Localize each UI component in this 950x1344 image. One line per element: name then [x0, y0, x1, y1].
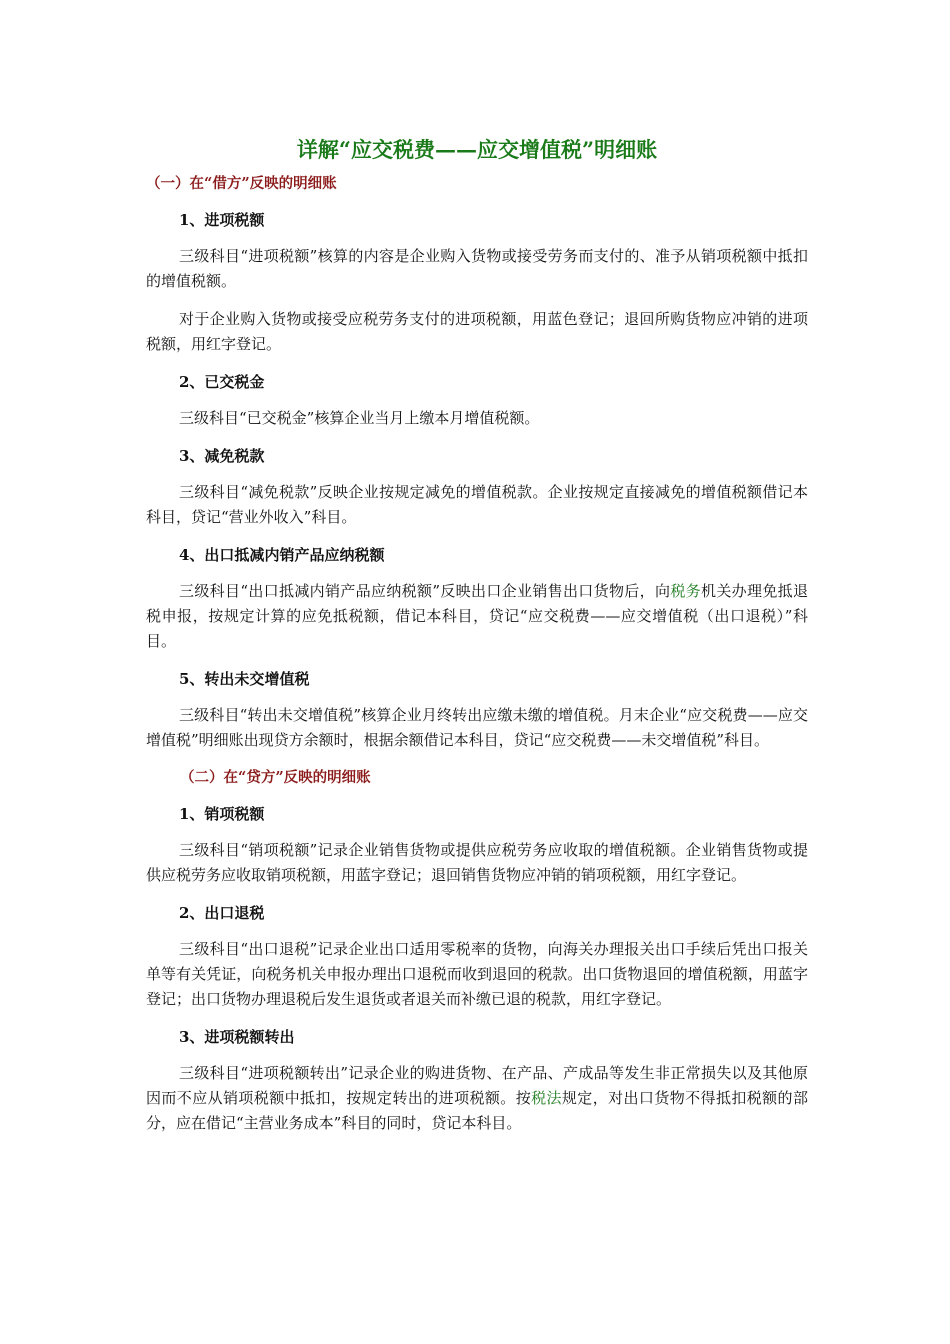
paragraph: 三级科目“出口退税”记录企业出口适用零税率的货物，向海关办理报关出口手续后凭出口报关单等有关凭证，向税务机关申报办理出口退税而收到退回的税款。出口货物退回的增值税额，用蓝字登记；出口货物办理退税后发生退货或者退关而补缴已退的税款，用红字登记。 [146, 940, 808, 1008]
section-heading-credit: （二）在“贷方”反映的明细账 [180, 769, 371, 786]
link-tax-authority[interactable]: 税务 [670, 582, 701, 600]
subhead-input-tax-transfer: 3、进项税额转出 [179, 1028, 295, 1046]
document-title: 详解“应交税费——应交增值税”明细账 [296, 137, 658, 162]
link-tax-law[interactable]: 税法 [531, 1089, 562, 1107]
subhead-export-refund: 2、出口退税 [179, 904, 265, 922]
paragraph: 三级科目“销项税额”记录企业销售货物或提供应税劳务应收取的增值税额。企业销售货物或提供应税劳务应收取销项税额，用蓝字登记；退回销售货物应冲销的销项税额，用红字登记。 [146, 841, 808, 884]
paragraph-text: 三级科目“出口抵减内销产品应纳税额”反映出口企业销售出口货物后，向 [179, 582, 671, 600]
paragraph: 三级科目“进项税额”核算的内容是企业购入货物或接受劳务而支付的、准予从销项税额中抵扣的增值税额。 [146, 247, 808, 290]
paragraph: 对于企业购入货物或接受应税劳务支付的进项税额，用蓝色登记；退回所购货物应冲销的进项税额，用红字登记。 [146, 310, 808, 353]
paragraph-text: 机关办理免抵退税申报，按规定计算的应免抵税额，借记本科目，贷记“应交税费——应交增值税（出口退税）”科目。 [146, 582, 808, 650]
subhead-tax-relief: 3、减免税款 [179, 447, 265, 465]
subhead-transfer-unpaid: 5、转出未交增值税 [179, 670, 310, 688]
subhead-output-tax: 1、销项税额 [179, 805, 265, 823]
document-content [146, 132, 808, 1149]
subhead-paid-tax: 2、已交税金 [179, 373, 265, 391]
paragraph [146, 1061, 808, 1136]
paragraph-text: 三级科目“进项税额转出”记录企业的购进货物、在产品、产成品等发生非正常损失以及其他原因而不应从销项税额中抵扣，按规定转出的进项税额。按 [146, 1064, 808, 1107]
paragraph: 三级科目“转出未交增值税”核算企业月终转出应缴未缴的增值税。月末企业“应交税费——应交增值税”明细账出现贷方余额时，根据余额借记本科目，贷记“应交税费——未交增值税”科目。 [146, 706, 808, 749]
subhead-input-tax: 1、进项税额 [179, 211, 265, 229]
paragraph [146, 579, 808, 654]
section-heading-debit: （一）在“借方”反映的明细账 [146, 175, 337, 192]
paragraph: 三级科目“减免税款”反映企业按规定减免的增值税款。企业按规定直接减免的增值税额借记本科目，贷记“营业外收入”科目。 [146, 483, 808, 526]
paragraph: 三级科目“已交税金”核算企业当月上缴本月增值税额。 [179, 409, 540, 427]
paragraph-text: 规定，对出口货物不得抵扣税额的部分，应在借记“主营业务成本”科目的同时，贷记本科目。 [146, 1089, 808, 1132]
subhead-export-offset: 4、出口抵减内销产品应纳税额 [179, 546, 385, 564]
